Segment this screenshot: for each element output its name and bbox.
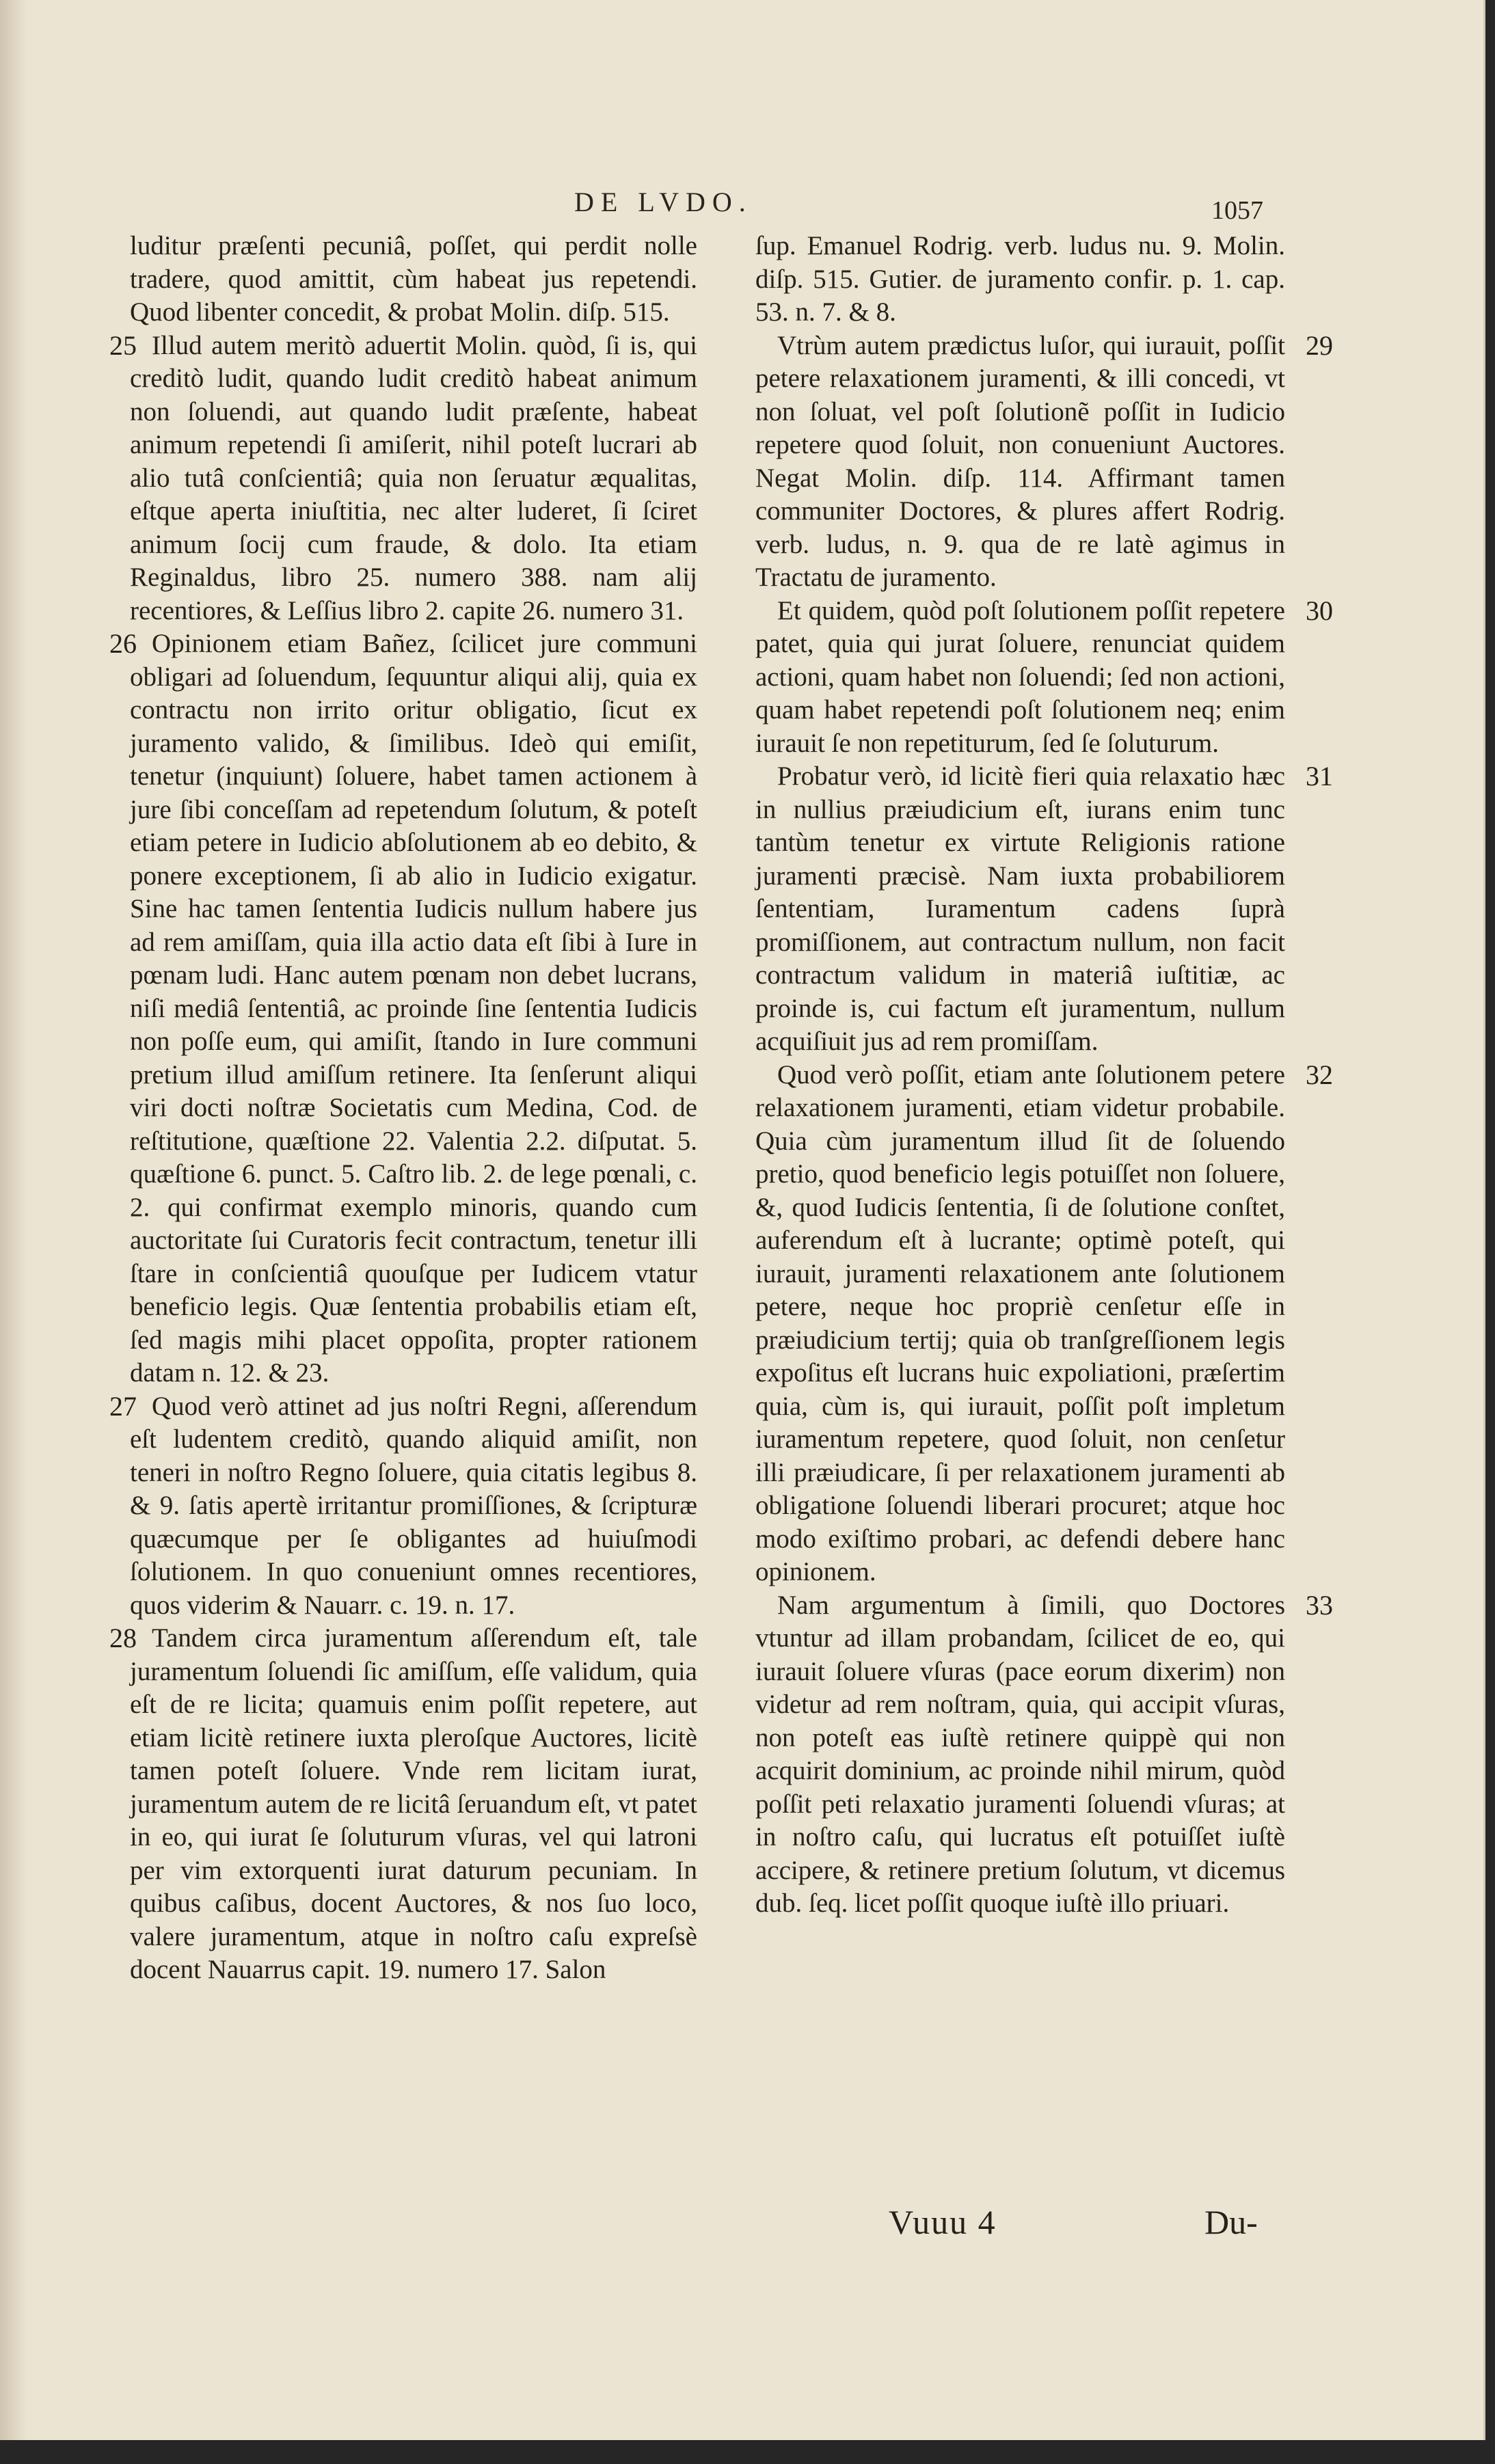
left-continuation: luditur præſenti pecuniâ, poſſet, qui perdit nolle tradere, quod amittit, cùm habeat jus repetendi. Quod libenter concedit, & probat Molin. diſp. 515. <box>130 231 697 327</box>
paragraph-number: 30 <box>1306 595 1333 626</box>
paragraph-text: Nam argumentum à ſimili, quo Doctores vtuntur ad illam probandam, ſcilicet de eo, qui iurauit ſoluere vſuras (pace eorum dixerim) non videtur ad rem noſtram, quia, qui accipit vſuras, non poteſt eas iuſtè retinere quippè qui non acquirit dominium, ac proinde nihil mirum, quòd poſſit peti relaxatio juramenti ſoluendi vſuras; at in noſtro caſu, qui lucratus eſt potuiſſet iuſtè accipere, & retinere pretium ſolutum, vt dicemus dub. ſeq. licet poſſit quoque iuſtè illo priuari. <box>755 1590 1285 1918</box>
signature-mark: Vuuu 4 <box>889 2203 997 2241</box>
paragraph-text: Quod verò poſſit, etiam ante ſolutionem petere relaxationem juramenti, etiam videtur probabile. Quia cùm juramentum illud ſit de ſoluendo pretio, quod beneficio legis potuiſſet non ſoluere, &, quod Iudicis ſententia, ſi de ſolutione conſtet, auferendum eſt à lucrante; optimè poteſt, qui iurauit, juramenti relaxationem ante ſolutionem petere, neque hoc propriè cenſetur eſſe in præiudicium tertij; quia ob tranſgreſſionem legis expoſitus eſt lucrans huic expoliationi, præſertim quia, cùm is, qui iurauit, poſſit poſt impletum iuramentum repetere, quod ſoluit, non cenſetur illi præiudicare, ſi per relaxationem juramenti ab obligatione ſoluendi liberari procuret; atque hoc modo exiſtimo probari, ac defendi debere hanc opinionem. <box>755 1059 1285 1586</box>
paragraph-number: 32 <box>1306 1059 1333 1090</box>
paragraph-32 <box>755 1059 1333 1589</box>
paragraph-text: Quod verò attinet ad jus noſtri Regni, aſſerendum eſt ludentem creditò, quando aliquid amiſit, non teneri in noſtro Regno ſoluere, quia citatis legibus 8. & 9. ſatis apertè irritantur promiſſiones, & ſcripturæ quæcumque per ſe obligantes ad huiuſmodi ſolutionem. In quo conueniunt omnes recentiores, quos viderim & Nauarr. c. 19. n. 17. <box>130 1391 697 1620</box>
paragraph-29 <box>755 329 1333 595</box>
gutter-shadow <box>0 0 27 2440</box>
paragraph-text: Opinionem etiam Bañez, ſcilicet jure communi obligari ad ſoluendum, ſequuntur aliqui alij, quia ex contractu non irrito oritur obligatio, ſicut ex juramento valido, & ſimilibus. Ideò qui emiſit, tenetur (inquiunt) ſoluere, habet tamen actionem à jure ſibi conceſſam ad repetendum ſolutum, & poteſt etiam petere in Iudicio abſolutionem ab eo debito, & ponere exceptionem, ſi ab alio in Iudicio exigatur. Sine hac tamen ſententia Iudicis nullum habere jus ad rem amiſſam, quia illa actio data eſt ſibi à Iure in pœnam ludi. Hanc autem pœnam non debet lucrans, niſi mediâ ſententiâ, ac proinde ſine ſententia Iudicis non poſſe eum, qui amiſit, ſtando in Iure communi pretium illud amiſſum retinere. Ita ſenſerunt aliqui viri docti noſtræ Societatis cum Medina, Cod. de reſtitutione, quæſtione 22. Valentia 2.2. diſputat. 5. quæſtione 6. punct. 5. Caſtro lib. 2. de lege pœnali, c. 2. qui confirmat exemplo minoris, quando cum auctoritate ſui Curatoris fecit contractum, tenetur illi ſtare in conſcientiâ quouſque per Iudicem vtatur beneficio legis. Quæ ſententia probabilis etiam eſt, ſed magis mihi placet oppoſita, propter rationem datam n. 12. & 23. <box>130 629 697 1387</box>
paragraph-28 <box>109 1622 697 1987</box>
right-column <box>755 230 1333 1921</box>
catchword: Du- <box>1204 2203 1258 2241</box>
page-number: 1057 <box>1211 196 1263 225</box>
paragraph-33 <box>755 1589 1333 1921</box>
paragraph-text: Probatur verò, id licitè fieri quia relaxatio hæc in nullius præiudicium eſt, iurans enim tunc tantùm tenetur ex virtute Religionis ratione juramenti præcisè. Nam iuxta probabiliorem ſententiam, Iuramentum cadens ſuprà promiſſionem, aut contractum nullum, non facit contractum validum in materiâ iuſtitiæ, ac proinde is, cui factum eſt juramentum, nullum acquiſiuit jus ad rem promiſſam. <box>755 761 1285 1056</box>
left-column <box>109 230 697 1987</box>
paragraph-text: Illud autem meritò aduertit Molin. quòd, ſi is, qui creditò ludit, quando ludit creditò habeat animum non ſoluendi, aut quando ludit præſente, habeat animum repetendi ſi amiſerit, nihil poteſt lucrari ab alio tutâ conſcientiâ; quia non ſeruatur æqualitas, eſtque aperta iniuſtitia, nec alter luderet, ſi ſciret animum ſocij cum fraude, & dolo. Ita etiam Reginaldus, libro 25. numero 388. nam alij recentiores, & Leſſius libro 2. capite 26. numero 31. <box>130 330 697 625</box>
paragraph-25 <box>109 329 697 628</box>
paragraph-31 <box>755 760 1333 1059</box>
paragraph-text: Et quidem, quòd poſt ſolutionem poſſit repetere patet, quia qui jurat ſoluere, renunciat quidem actioni, quam habet non ſoluendi; ſed non actioni, quam habet repetendi poſt ſolutionem neq; enim iurauit ſe non repetiturum, ſed ſe ſoluturum. <box>755 595 1285 758</box>
paragraph-number: 28 <box>109 1623 137 1653</box>
paragraph-number: 26 <box>109 628 137 659</box>
right-continuation: ſup. Emanuel Rodrig. verb. ludus nu. 9. Molin. diſp. 515. Gutier. de juramento confir. p. 1. cap. 53. n. 7. & 8. <box>755 231 1285 327</box>
paragraph-number: 25 <box>109 329 137 361</box>
paragraph-number: 33 <box>1306 1589 1333 1621</box>
paragraph-27 <box>109 1390 697 1623</box>
paragraph-30 <box>755 595 1333 761</box>
paragraph-26 <box>109 627 697 1390</box>
paragraph-number: 31 <box>1306 761 1333 791</box>
paragraph-text: Tandem circa juramentum aſſerendum eſt, tale juramentum ſoluendi ſic amiſſum, eſſe validum, quia eſt de re licita; quamuis enim poſſit repetere, aut etiam licitè retinere iuxta pleroſque Auctores, licitè tamen poteſt ſoluere. Vnde rem licitam iurat, juramentum autem de re licitâ ſeruandum eſt, vt patet in eo, qui iurat ſe ſoluturum vſuras, vel qui latroni per vim extorquenti iurat daturum pecuniam. In quibus caſibus, docent Auctores, & nos ſuo loco, valere juramentum, atque in noſtro caſu expreſsè docent Nauarrus capit. 19. numero 17. Salon <box>130 1623 697 1984</box>
paragraph-number: 29 <box>1306 329 1333 361</box>
paragraph-text: Vtrùm autem prædictus luſor, qui iurauit, poſſit petere relaxationem juramenti, & illi concedi, vt non ſoluat, vel poſt ſolutionẽ poſſit in Iudicio repetere quod ſoluit, non conueniunt Auctores. Negat Molin. diſp. 114. Affirmant tamen communiter Doctores, & plures affert Rodrig. verb. ludus, n. 9. qua de re latè agimus in Tractatu de juramento. <box>755 330 1285 592</box>
paragraph-number: 27 <box>109 1390 137 1422</box>
running-title: DE LVDO. <box>574 187 753 217</box>
